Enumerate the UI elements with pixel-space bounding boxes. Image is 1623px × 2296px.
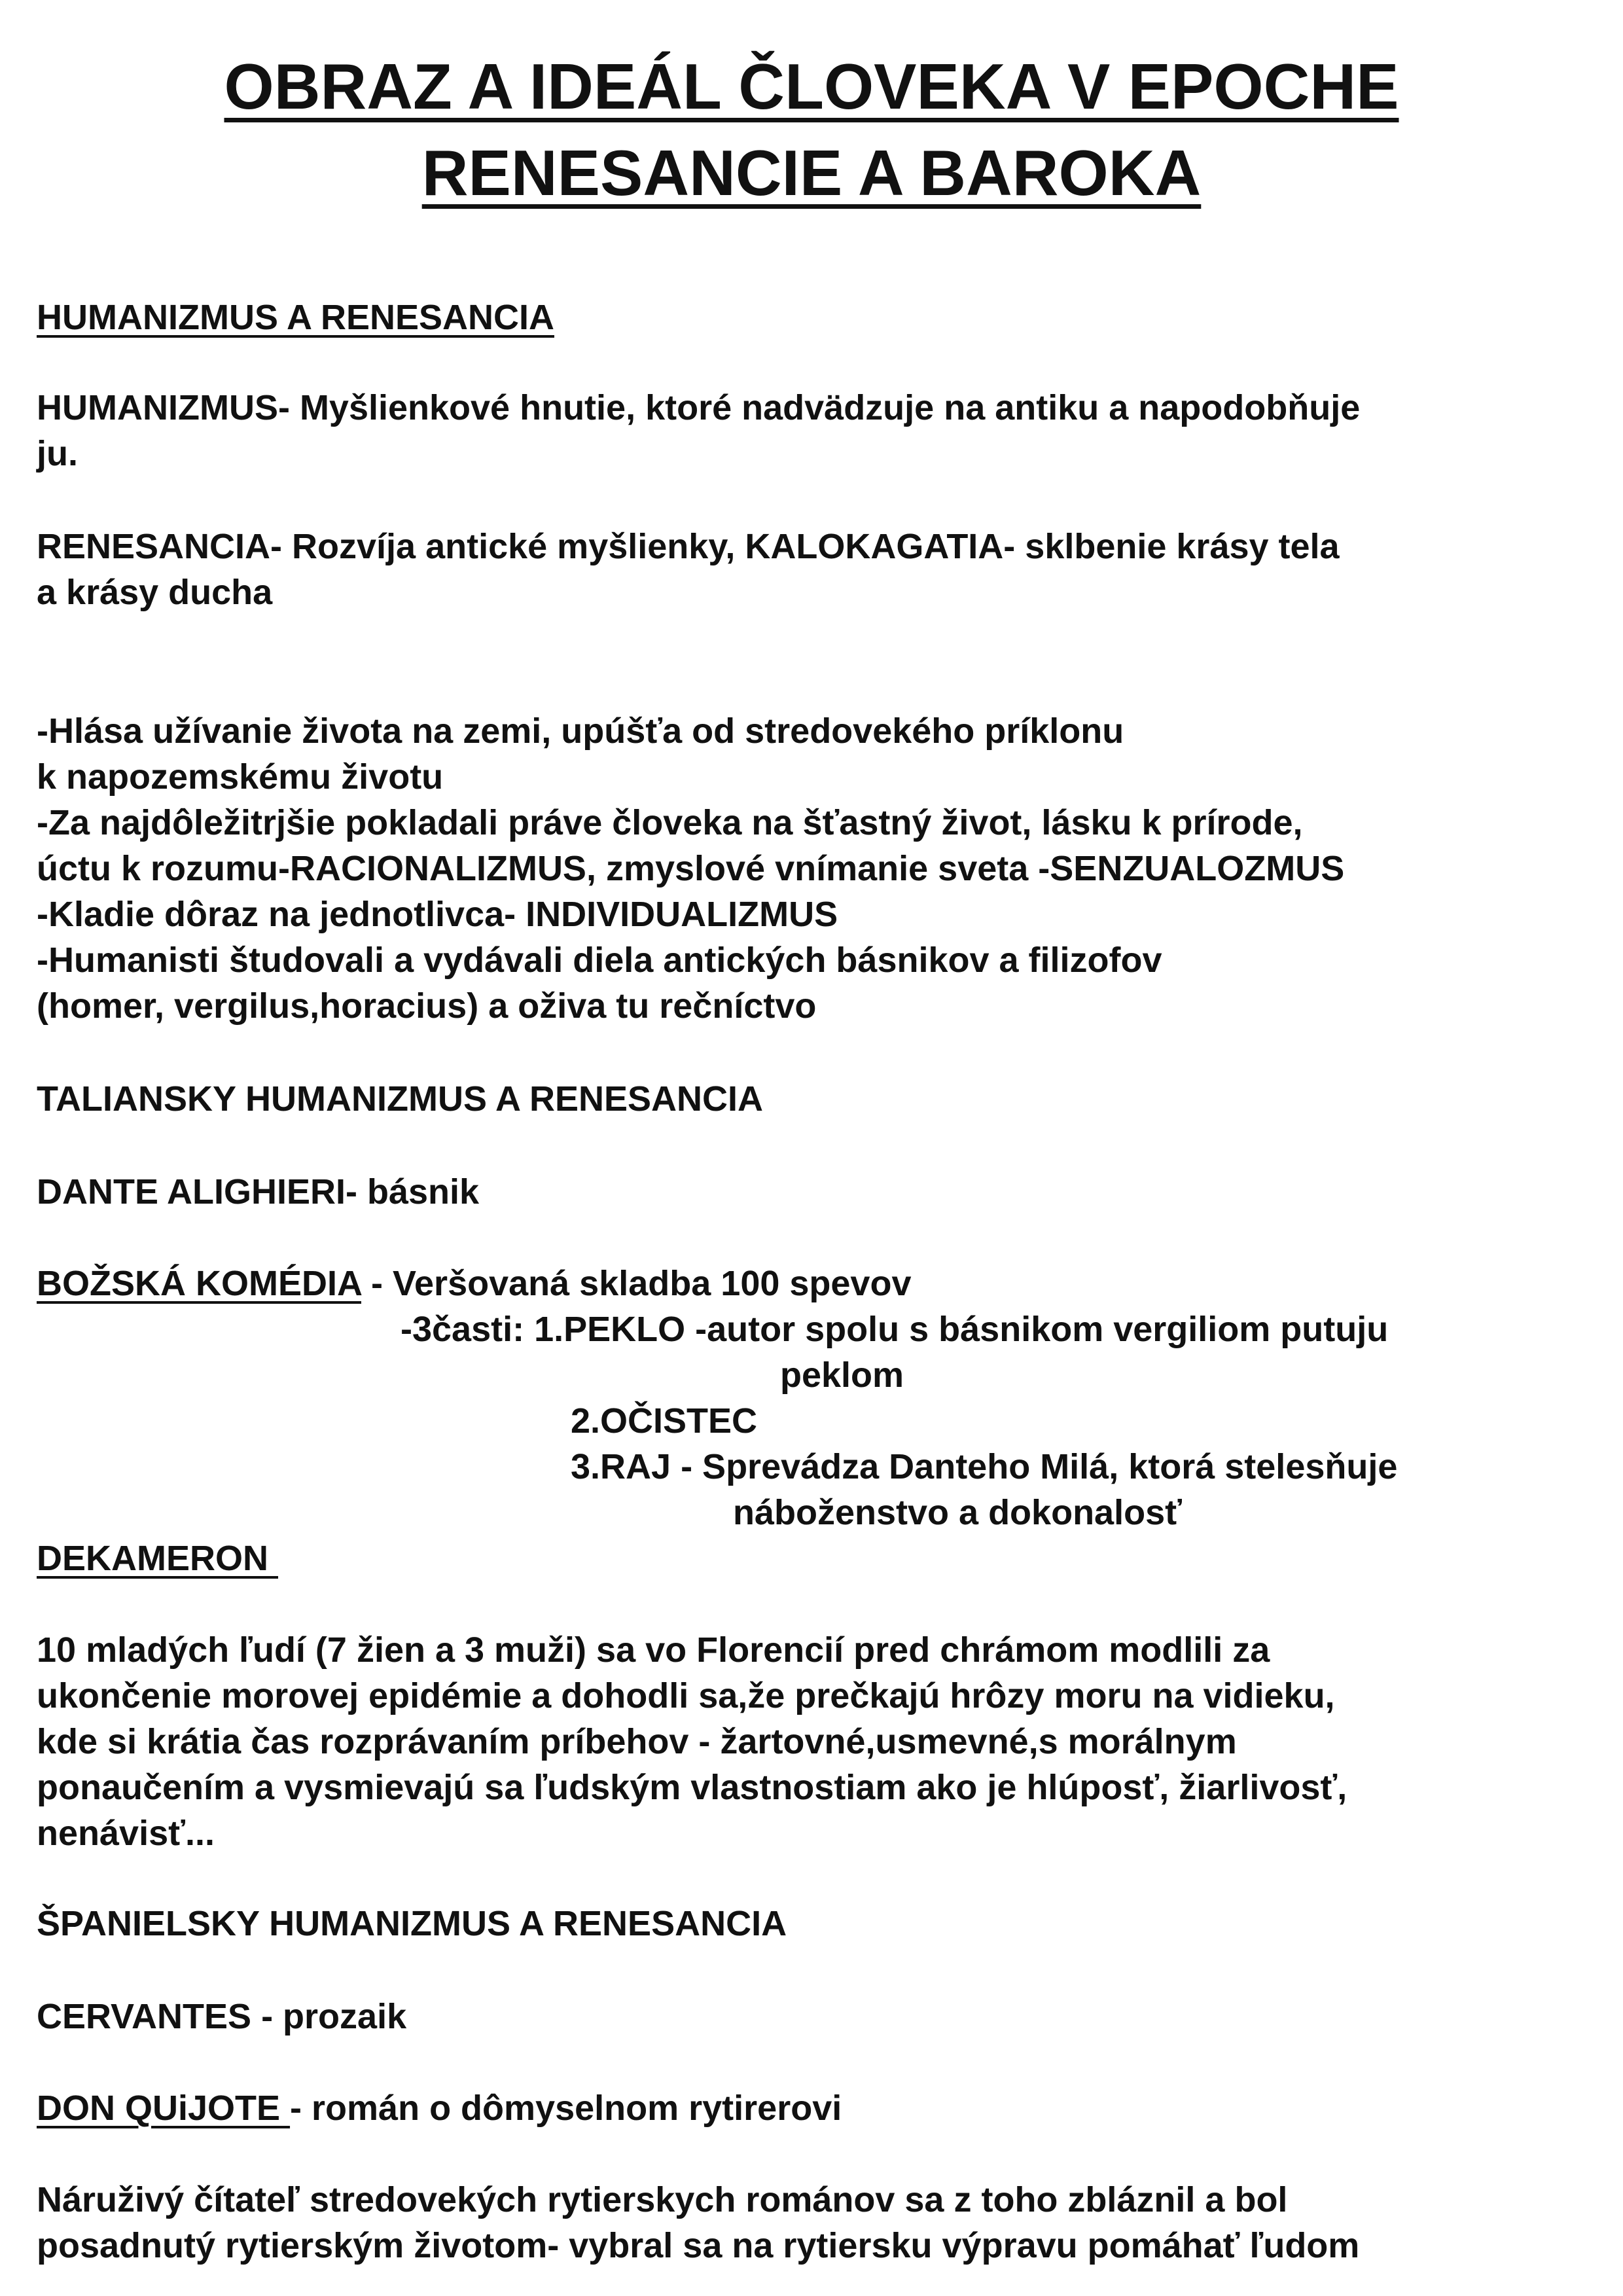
don-quijote-title: DON QUiJOTE	[37, 2089, 291, 2128]
point-line-3: -Za najdôležitrjšie pokladali práve človeka na šťastný život, lásku k prírode,	[37, 803, 1303, 842]
decameron-text-line-5: nenávisť...	[37, 1814, 215, 1853]
divine-comedy-parts: -3časti: 1.PEKLO -autor spolu s básnikom vergiliom putuju	[401, 1310, 1389, 1349]
decameron-title: DEKAMERON	[37, 1539, 279, 1578]
divine-comedy-description: - Veršovaná skladba 100 spevov	[361, 1264, 912, 1303]
decameron-text-line-1: 10 mladých ľudí (7 žien a 3 muži) sa vo Florencií pred chrámom modlili za	[37, 1630, 1270, 1670]
heading-humanism-renaissance: HUMANIZMUS A RENESANCIA	[37, 298, 554, 337]
title-line-1: OBRAZ A IDEÁL ČLOVEKA V EPOCHE	[224, 50, 1399, 122]
point-line-2: k napozemskému životu	[37, 757, 444, 797]
renaissance-definition-line-2: a krásy ducha	[37, 573, 273, 612]
divine-comedy-line	[37, 1261, 911, 1306]
heading-italian-humanism: TALIANSKY HUMANIZMUS A RENESANCIA	[37, 1079, 764, 1119]
quijote-text-line-1: Náruživý čítateľ stredovekých rytierskych románov sa z toho zbláznil a bol	[37, 2180, 1288, 2219]
point-line-5: -Kladie dôraz na jednotlivca- INDIVIDUALIZMUS	[37, 895, 838, 934]
cervantes-line: CERVANTES - prozaik	[37, 1997, 407, 2036]
quijote-text-line-2: posadnutý rytierským životom- vybral sa na rytiersku výpravu pomáhať ľudom	[37, 2226, 1360, 2265]
point-line-7: (homer, vergilus,horacius) a oživa tu rečníctvo	[37, 986, 817, 1026]
document-title	[0, 43, 1623, 216]
heading-spanish-humanism: ŠPANIELSKY HUMANIZMUS A RENESANCIA	[37, 1904, 787, 1943]
divine-comedy-part3: 3.RAJ - Sprevádza Danteho Milá, ktorá stelesňuje	[571, 1447, 1398, 1486]
decameron-text-line-2: ukončenie morovej epidémie a dohodli sa,že prečkajú hrôzy moru na vidieku,	[37, 1676, 1335, 1715]
don-quijote-line	[37, 2085, 842, 2131]
renaissance-definition-line-1: RENESANCIA- Rozvíja antické myšlienky, KALOKAGATIA- sklbenie krásy tela	[37, 527, 1340, 566]
don-quijote-description: - román o dômyselnom rytirerovi	[290, 2089, 842, 2128]
point-line-4: úctu k rozumu-RACIONALIZMUS, zmyslové vnímanie sveta -SENZUALOZMUS	[37, 849, 1345, 888]
decameron-text-line-3: kde si krátia čas rozprávaním príbehov - žartovné,usmevné,s morálnym	[37, 1722, 1237, 1761]
divine-comedy-part2: 2.OČISTEC	[571, 1401, 758, 1441]
divine-comedy-part1-continued: peklom	[780, 1355, 904, 1395]
humanism-definition-line-2: ju.	[37, 434, 78, 473]
title-line-2: RENESANCIE A BAROKA	[421, 137, 1202, 209]
divine-comedy-part3-continued: náboženstvo a dokonalosť	[733, 1493, 1182, 1532]
divine-comedy-title: BOŽSKÁ KOMÉDIA	[37, 1264, 361, 1303]
point-line-1: -Hlása užívanie života na zemi, upúšťa od stredovekého príklonu	[37, 711, 1124, 751]
point-line-6: -Humanisti študovali a vydávali diela antických básnikov a filizofov	[37, 941, 1162, 980]
decameron-text-line-4: ponaučením a vysmievajú sa ľudským vlastnostiam ako je hlúposť, žiarlivosť,	[37, 1768, 1347, 1807]
decameron-title-line	[37, 1535, 278, 1581]
dante-line: DANTE ALIGHIERI- básnik	[37, 1172, 480, 1211]
humanism-definition-line-1: HUMANIZMUS- Myšlienkové hnutie, ktoré nadvädzuje na antiku a napodobňuje	[37, 388, 1361, 427]
